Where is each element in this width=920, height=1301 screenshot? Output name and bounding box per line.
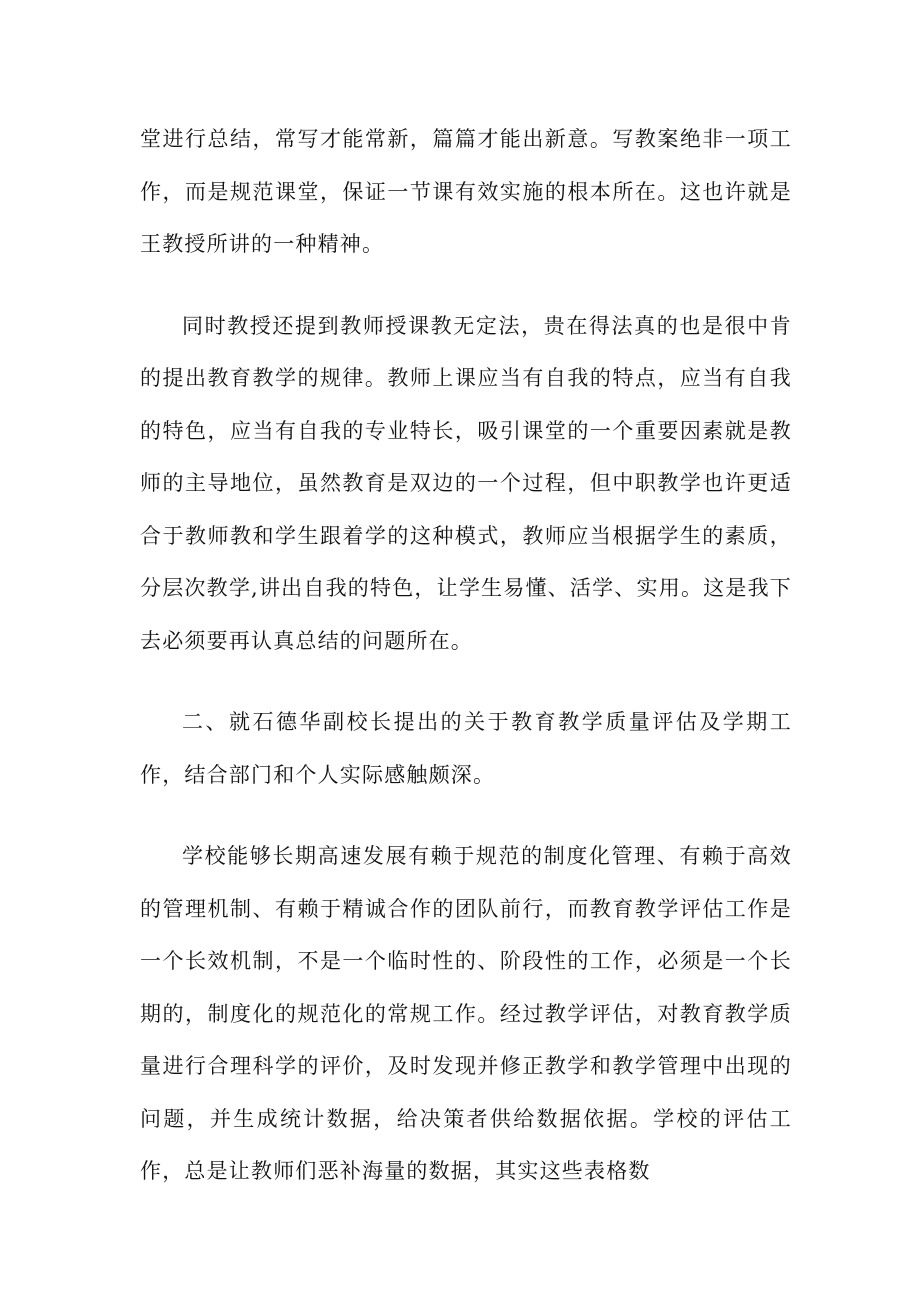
paragraph-3: 二、就石德华副校长提出的关于教育教学质量评估及学期工作，结合部门和个人实际感触颇深。 (140, 710, 792, 787)
document-body (140, 113, 792, 1198)
paragraph-1: 堂进行总结，常写才能常新，篇篇才能出新意。写教案绝非一项工作，而是规范课堂，保证一节课有效实施的根本所在。这也许就是王教授所讲的一种精神。 (140, 127, 792, 256)
paragraph-4: 学校能够长期高速发展有赖于规范的制度化管理、有赖于高效的管理机制、有赖于精诚合作的团队前行，而教育教学评估工作是一个长效机制，不是一个临时性的、阶段性的工作，必须是一个长期的，制度化的规范化的常规工作。经过教学评估，对教育教学质量进行合理科学的评价，及时发现并修正教学和教学管理中出现的问题，并生成统计数据，给决策者供给数据依据。学校的评估工作，总是让教师们恶补海量的数据，其实这些表格数 (140, 844, 792, 1183)
paragraph-2: 同时教授还提到教师授课教无定法，贵在得法真的也是很中肯的提出教育教学的规律。教师上课应当有自我的特点，应当有自我的特色，应当有自我的专业特长，吸引课堂的一个重要因素就是教师的主导地位，虽然教育是双边的一个过程，但中职教学也许更适合于教师教和学生跟着学的这种模式，教师应当根据学生的素质，分层次教学,讲出自我的特色，让学生易懂、活学、实用。这是我下去必须要再认真总结的问题所在。 (140, 313, 792, 653)
